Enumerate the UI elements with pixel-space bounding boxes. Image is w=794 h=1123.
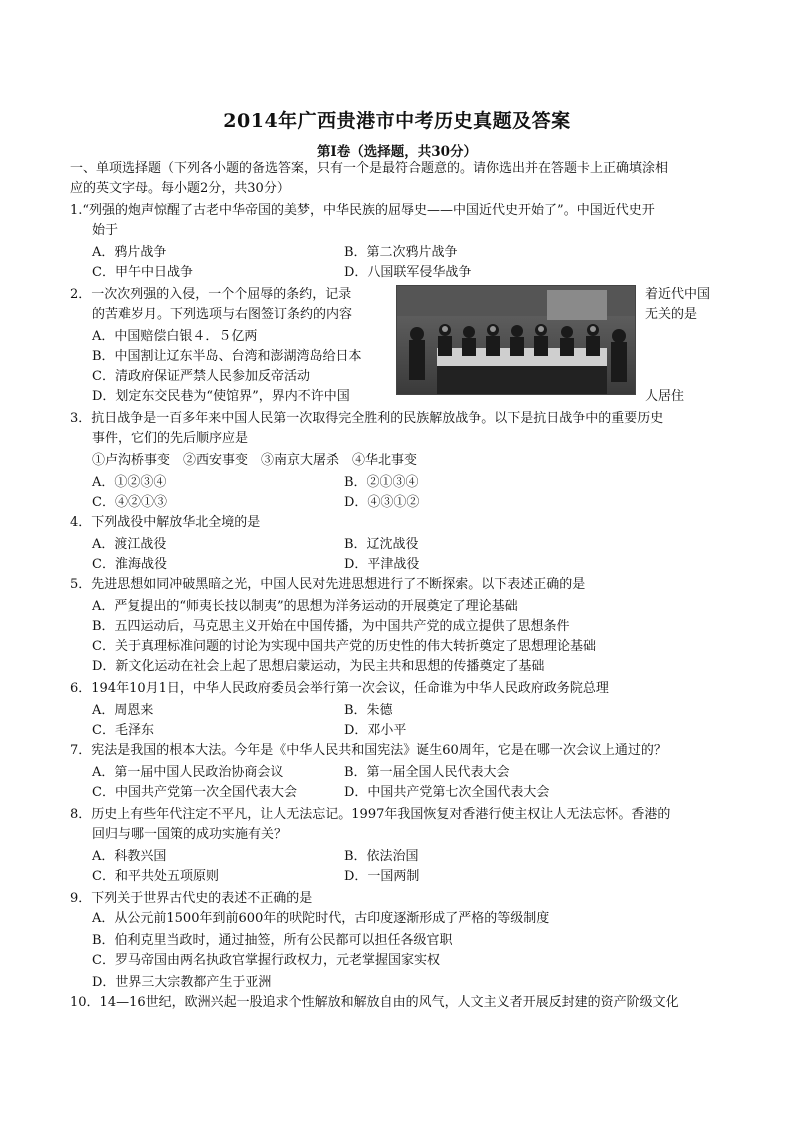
question-10-stem: 10．14—16世纪，欧洲兴起一股追求个性解放和解放自由的风气，人文主义者开展反封建的资产阶级文化 [70,995,679,1010]
question-2-option-b: B．中国割让辽东半岛、台湾和澎湖湾岛给日本 [92,349,362,364]
question-2-option-c: C．清政府保证严禁人民参加反帝活动 [92,369,310,384]
section-subtitle: 第Ⅰ卷（选择题，共30分） [316,144,478,160]
question-3-events: ①卢沟桥事变 ②西安事变 ③南京大屠杀 ④华北事变 [92,453,418,468]
question-5-option-c: C．关于真理标准问题的讨论为实现中国共产党的历史性的伟大转折奠定了思想理论基础 [92,639,596,654]
question-4-option-c: C．淮海战役 [92,557,167,572]
question-4-stem: 4．下列战役中解放华北全境的是 [70,515,261,530]
page-title: 2014年广西贵港市中考历史真题及答案 [223,110,571,132]
question-1-option-a: A．鸦片战争 [92,245,167,260]
question-2-option-d-left: D．划定东交民巷为“使馆界”，界内不许中国 [92,389,350,404]
question-9-option-a: A．从公元前1500年到前600年的吠陀时代，古印度逐渐形成了严格的等级制度 [92,911,550,926]
question-8-option-a: A．科教兴国 [92,849,167,864]
question-3-option-b: B．②①③④ [344,475,419,490]
question-2-stem-right: 着近代中国 [645,287,711,302]
question-8-option-d: D．一国两制 [344,869,420,884]
question-1-stem-cont: 始于 [92,223,119,238]
question-4-option-d: D．平津战役 [344,557,420,572]
question-1-stem: 1.“列强的炮声惊醒了古老中华帝国的美梦，中华民族的屈辱史——中国近代史开始了”。中国近代史开 [70,203,655,218]
treaty-signing-photo-icon [397,286,635,394]
question-8-stem: 8．历史上有些年代注定不平凡，让人无法忘记。1997年我国恢复对香港行使主权让人无法忘怀。香港的 [70,807,671,822]
question-7-option-a: A．第一届中国人民政治协商会议 [92,765,284,780]
question-2-stem-cont-left: 的苦难岁月。下列选项与右图签订条约的内容 [92,307,353,322]
question-1-option-b: B．第二次鸦片战争 [344,245,458,260]
question-3-option-a: A．①②③④ [92,475,167,490]
section-instructions-line-1: 一、单项选择题（下列各小题的备选答案，只有一个是最符合题意的。请你选出并在答题卡上正确填涂相 [70,161,669,176]
question-9-option-d: D．世界三大宗教都产生于亚洲 [92,975,272,990]
question-8-option-c: C．和平共处五项原则 [92,869,219,884]
question-7-option-c: C．中国共产党第一次全国代表大会 [92,785,297,800]
question-6-option-a: A．周恩来 [92,703,154,718]
question-8-stem-cont: 回归与哪一国策的成功实施有关？ [92,827,288,842]
question-7-option-b: B．第一届全国人民代表大会 [344,765,510,780]
question-9-stem: 9．下列关于世界古代史的表述不正确的是 [70,891,313,906]
question-2-option-d-right: 人居住 [645,389,685,404]
question-9-option-c: C．罗马帝国由两名执政官掌握行政权力，元老掌握国家实权 [92,953,440,968]
question-5-option-d: D．新文化运动在社会上起了思想启蒙运动，为民主共和思想的传播奠定了基础 [92,659,545,674]
question-6-option-b: B．朱德 [344,703,393,718]
question-2-option-a: A．中国赔偿白银４．５亿两 [92,329,258,344]
treaty-signing-photo [396,285,636,395]
question-3-stem-cont: 事件，它们的先后顺序应是 [92,431,249,446]
question-2-stem-left: 2．一次次列强的入侵，一个个屈辱的条约，记录 [70,287,352,302]
question-4-option-b: B．辽沈战役 [344,537,419,552]
question-7-option-d: D．中国共产党第七次全国代表大会 [344,785,550,800]
question-1-option-d: D．八国联军侵华战争 [344,265,472,280]
question-2-stem-cont-right: 无关的是 [645,307,698,322]
question-5-option-b: B．五四运动后，马克思主义开始在中国传播，为中国共产党的成立提供了思想条件 [92,619,570,634]
question-6-stem: 6．194年10月1日，中华人民政府委员会举行第一次会议，任命谁为中华人民政府政务院总理 [70,681,609,696]
section-instructions-line-2: 应的英文字母。每小题2分，共30分） [70,181,290,196]
question-5-stem: 5．先进思想如同冲破黑暗之光，中国人民对先进思想进行了不断探索。以下表述正确的是 [70,577,586,592]
question-8-option-b: B．依法治国 [344,849,419,864]
question-7-stem: 7．宪法是我国的根本大法。今年是《中华人民共和国宪法》诞生60周年，它是在哪一次会议上通过的？ [70,743,667,758]
question-3-stem: 3．抗日战争是一百多年来中国人民第一次取得完全胜利的民族解放战争。以下是抗日战争中的重要历史 [70,411,664,426]
question-1-option-c: C．甲午中日战争 [92,265,193,280]
question-6-option-d: D．邓小平 [344,723,407,738]
question-9-option-b: B．伯利克里当政时，通过抽签，所有公民都可以担任各级官职 [92,933,453,948]
question-4-option-a: A．渡江战役 [92,537,167,552]
question-5-option-a: A．严复提出的“师夷长技以制夷”的思想为洋务运动的开展奠定了理论基础 [92,599,518,614]
question-3-option-c: C．④②①③ [92,495,167,510]
question-6-option-c: C．毛泽东 [92,723,154,738]
question-3-option-d: D．④③①② [344,495,420,510]
